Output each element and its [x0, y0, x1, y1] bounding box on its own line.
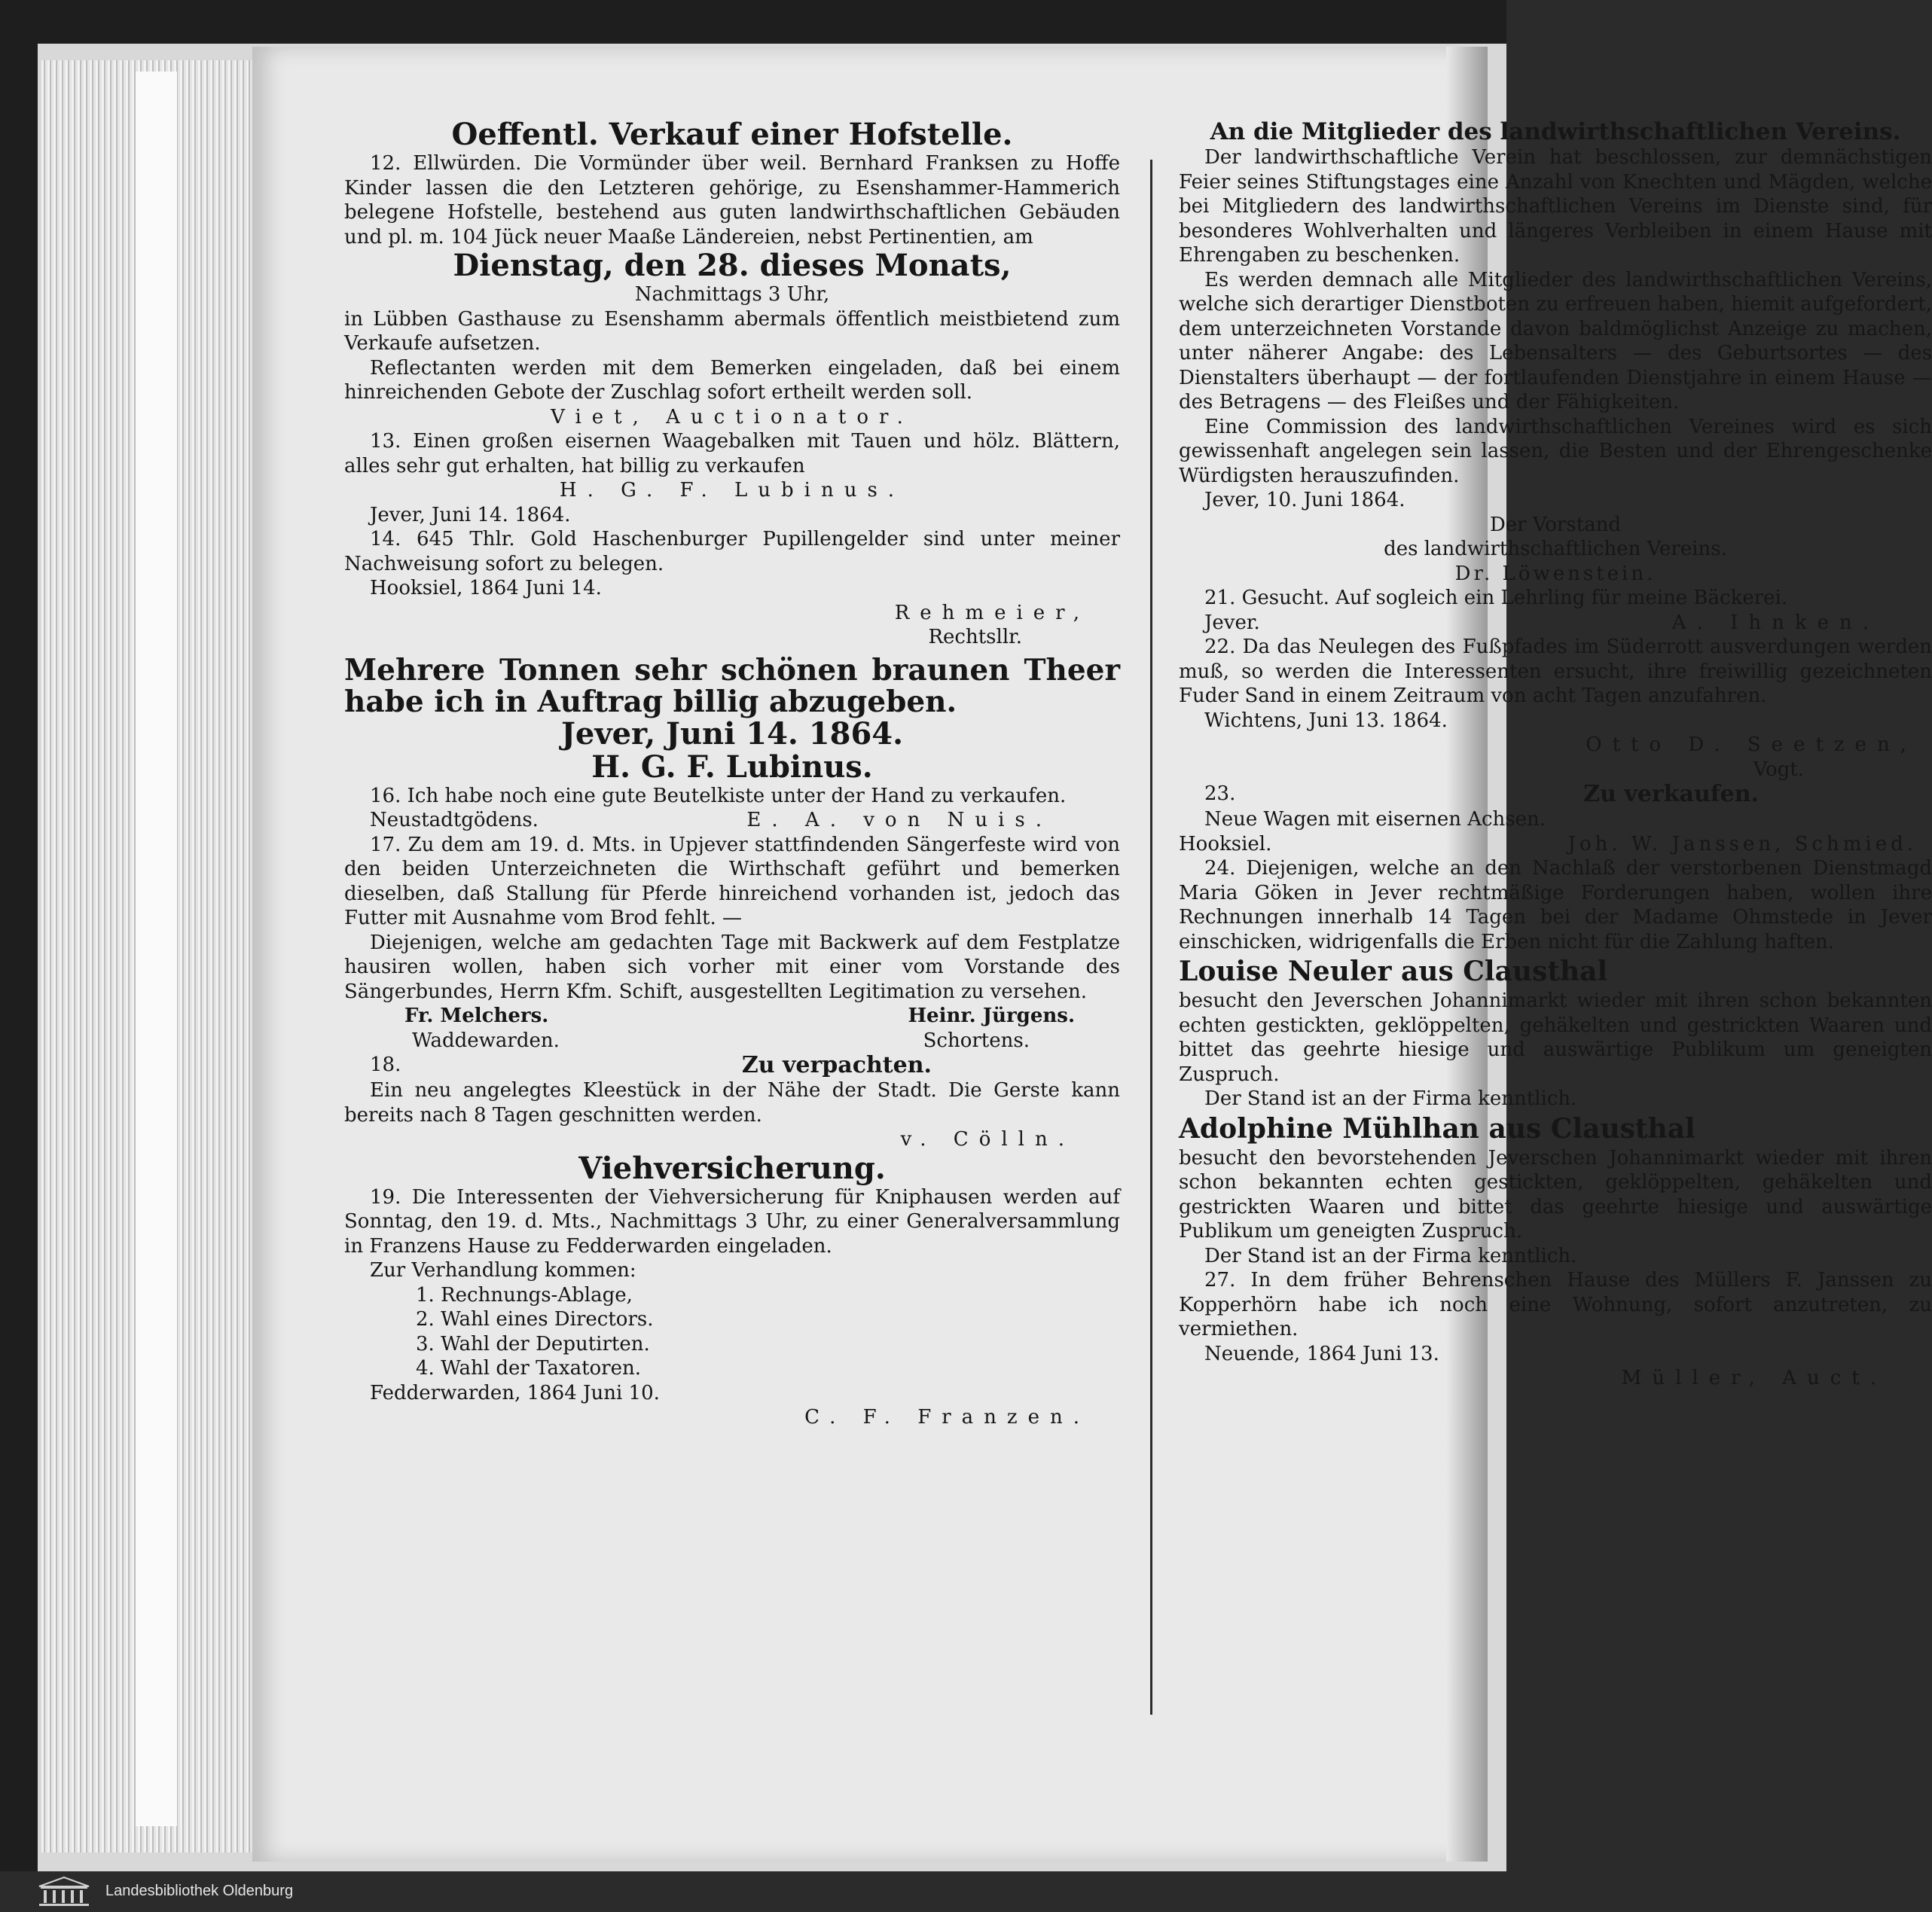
ad20-sign2: des landwirthschaftlichen Vereins.	[1384, 538, 1727, 560]
ad15-big: Mehrere Tonnen sehr schönen braunen Theer habe ich in Auftrag billig abzugeben.	[344, 652, 1120, 719]
ad26-title: Adolphine Mühlhan aus Clausthal	[1179, 1112, 1695, 1145]
ad18-sign: v. Cölln.	[900, 1128, 1075, 1151]
ad27-sign: Müller, Auct.	[1621, 1367, 1887, 1389]
ad23-footer	[1179, 832, 1932, 857]
ad18-heading	[344, 1053, 1120, 1078]
ad18-title: Zu verpachten.	[741, 1052, 932, 1078]
ad14-place: Hooksiel, 1864 Juni 14.	[370, 577, 602, 599]
ad13-date: Jever, Juni 14. 1864.	[370, 503, 571, 526]
ad12-sign: Viet, Auctionator.	[551, 405, 914, 428]
ad17-sign2: Heinr. Jürgens.	[908, 1005, 1075, 1027]
ad23-place: Hooksiel.	[1179, 832, 1272, 855]
ad12-text: 12. Ellwürden. Die Vormünder über weil. Bernhard Franksen zu Hoffe Kinder lassen die den Letzteren gehörige, zu Esenshammer-Hammerich belegene Hofstelle, bestehend aus guten landwirthschaftlichen Gebäuden und pl. m. 104 Jück neuer Maaße Ländereien, nebst Pertinentien, am	[344, 152, 1120, 249]
ad19-list	[344, 1283, 1120, 1381]
library-logo-icon	[36, 1876, 92, 1907]
ad19-text: 19. Die Interessenten der Viehversicherung für Kniphausen werden auf Sonntag, den 19. d. Mts., Nachmittags 3 Uhr, zu einer Generalversammlung in Franzens Hause zu Fedderwarden eingeladen.	[344, 1185, 1120, 1258]
ad23-heading	[1179, 782, 1932, 807]
ad20-date: Jever, 10. Juni 1864.	[1204, 489, 1406, 511]
right-column	[1179, 118, 1932, 1391]
ad19-item: 2. Wahl eines Directors.	[416, 1308, 654, 1331]
ad23-num: 23.	[1204, 782, 1236, 805]
ad19-agenda: Zur Verhandlung kommen:	[370, 1259, 636, 1282]
ad17-place1: Waddewarden.	[412, 1029, 560, 1052]
ad20-text2: Es werden demnach alle Mitglieder des landwirthschaftlichen Vereins, welche sich derartiger Dienstboten zu erfreuen haben, hiemit aufgefordert, dem unterzeichneten Vorstande davon baldmöglichst Anzeige zu machen, unter näherer Angabe: des Lebensalters — des Geburtsortes — des Dienstalters überhaupt — der fortlaufenden Dienstjahre in einem Hause — des Betragens — des Fleißes und der Fähigkeiten.	[1179, 268, 1932, 413]
ad17-places	[344, 1029, 1120, 1054]
ad20-text3: Eine Commission des landwirthschaftlichen Vereines wird es sich gewissenhaft angelegen sein lassen, die Besten und der Ehrengeschenke Würdigsten herauszufinden.	[1179, 415, 1932, 487]
ad16-footer	[344, 808, 1120, 833]
ad27-text: 27. In dem früher Behrenschen Hause des Müllers F. Janssen zu Kopperhörn habe ich noch eine Wohnung, sofort anzutreten, zu vermiethen.	[1179, 1269, 1932, 1340]
ad22-text: 22. Da das Neulegen des Fußpfades im Süderrott ausverdungen werden muß, so werden die Interessenten ersucht, ihre freiwillig gezeichneten Fuder Sand in einem Zeitraum von acht Tagen anzufahren.	[1179, 636, 1932, 707]
ad23-title: Zu verkaufen.	[1583, 781, 1759, 807]
ad25-stand: Der Stand ist an der Firma kenntlich.	[1204, 1087, 1577, 1110]
ad13-text: 13. Einen großen eisernen Waagebalken mit Tauen und hölz. Blättern, alles sehr gut erhalten, hat billig zu verkaufen	[344, 430, 1120, 477]
ad15-sign: H. G. F. Lubinus.	[591, 749, 873, 785]
ad20-sign3: Dr. Löwenstein.	[1454, 562, 1656, 585]
ad19-item: 4. Wahl der Taxatoren.	[416, 1357, 641, 1380]
ad12-text3: Reflectanten werden mit dem Bemerken eingeladen, daß bei einem hinreichenden Gebote der Zuschlag sofort ertheilt werden soll.	[344, 356, 1120, 404]
ad22-date: Wichtens, Juni 13. 1864.	[1204, 709, 1448, 732]
ad15-date: Jever, Juni 14. 1864.	[560, 715, 904, 752]
ad22-sign: Otto D. Seetzen,	[1586, 733, 1917, 756]
ad23-text: Neue Wagen mit eisernen Achsen.	[1204, 808, 1546, 831]
ad16-place: Neustadtgödens.	[370, 809, 539, 831]
ad25-title: Louise Neuler aus Clausthal	[1179, 956, 1608, 987]
ad26-stand: Der Stand ist an der Firma kenntlich.	[1204, 1244, 1577, 1267]
ad24-text: 24. Diejenigen, welche an den Nachlaß der verstorbenen Dienstmagd Maria Göken in Jever rechtmäßige Forderungen haben, wollen ihre Rechnungen innerhalb 14 Tagen bei der Madame Ohmstede in Jever einschicken, widrigenfalls die Erben nicht für die Zahlung haften.	[1179, 857, 1932, 953]
ad12-time: Nachmittags 3 Uhr,	[634, 283, 830, 306]
ad17-text2: Diejenigen, welche am gedachten Tage mit Backwerk auf dem Festplatze hausiren wollen, haben sich vorher mit einer vom Vorstande des Sängerbundes, Herrn Kfm. Schift, ausgestellten Legitimation zu versehen.	[344, 931, 1120, 1003]
ad14-text: 14. 645 Thlr. Gold Haschenburger Pupillengelder sind unter meiner Nachweisung sofort zu belegen.	[344, 528, 1120, 575]
ad13-sign: H. G. F. Lubinus.	[559, 479, 905, 502]
library-name: Landesbibliothek Oldenburg	[105, 1883, 294, 1899]
ad12-date: Dienstag, den 28. dieses Monats,	[453, 248, 1012, 283]
ad14-role: Rechtsllr.	[928, 626, 1022, 648]
ad19-item: 1. Rechnungs-Ablage,	[416, 1283, 633, 1307]
ad17-sign1: Fr. Melchers.	[404, 1005, 549, 1027]
ad17-signatures	[344, 1004, 1120, 1029]
page-edge-highlight	[136, 72, 177, 1826]
ad21-place: Jever.	[1204, 611, 1260, 634]
ad20-text: Der landwirthschaftliche Verein hat beschlossen, zur demnächstigen Feier seines Stiftungstages eine Anzahl von Knechten und Mägden, welche bei Mitgliedern des landwirthschaftlichen Vereins im Dienste sind, für besonderes Wohlverhalten und längeres Verbleiben in einem Hause mit Ehrengaben zu beschenken.	[1179, 146, 1932, 267]
newspaper-page	[252, 47, 1932, 1862]
ad19-title: Viehversicherung.	[578, 1150, 886, 1186]
ad16-sign: E. A. von Nuis.	[746, 809, 1052, 831]
ad25-text: besucht den Jeverschen Johannimarkt wieder mit ihren schon bekannten echten gestickten, geklöppelten, gehäkelten und gestrickten Waaren und bittet das geehrte hiesige und auswärtige Publikum um geneigten Zuspruch.	[1179, 990, 1932, 1086]
ad17-place2: Schortens.	[923, 1029, 1030, 1052]
left-column	[344, 118, 1120, 1430]
ad21-footer	[1179, 611, 1932, 636]
ad19-item: 3. Wahl der Deputirten.	[416, 1332, 650, 1355]
ad23-sign: Joh. W. Janssen, Schmied.	[1567, 832, 1917, 855]
ad21-sign: A. Ihnken.	[1671, 611, 1879, 634]
ad18-num: 18.	[370, 1054, 401, 1076]
ad17-text: 17. Zu dem am 19. d. Mts. in Upjever stattfindenden Sängerfeste wird von den beiden Unterzeichneten die Wirthschaft geführt und bemerken dieselben, daß Stallung für Pferde hinreichend vorhanden ist, jedoch das Futter mit Ausnahme vom Brod fehlt. —	[344, 833, 1120, 929]
ad16-text: 16. Ich habe noch eine gute Beutelkiste unter der Hand zu verkaufen.	[370, 784, 1067, 807]
ad12-title: Oeffentl. Verkauf einer Hofstelle.	[451, 117, 1013, 152]
ad19-sign: C. F. Franzen.	[804, 1406, 1090, 1429]
ad22-role: Vogt.	[1753, 758, 1804, 781]
ad26-text: besucht den bevorstehenden Jeverschen Johannimarkt wieder mit ihren schon bekannten echten gestickten, geklöppelten, gehäkelten und gestrickten Waaren und bittet das geehrte hiesige und auswärtige Publikum um geneigten Zuspruch.	[1179, 1146, 1932, 1243]
column-rule	[1150, 160, 1152, 1715]
ad12-text2: in Lübben Gasthause zu Esenshamm abermals öffentlich meistbietend zum Verkaufe aufsetzen.	[344, 307, 1120, 355]
ad14-sign: Rehmeier,	[894, 601, 1090, 624]
ad27-date: Neuende, 1864 Juni 13.	[1204, 1342, 1439, 1365]
ad19-place: Fedderwarden, 1864 Juni 10.	[370, 1381, 660, 1404]
ad18-text: Ein neu angelegtes Kleestück in der Nähe der Stadt. Die Gerste kann bereits nach 8 Tagen geschnitten werden.	[344, 1079, 1120, 1127]
ad20-title: An die Mitglieder des landwirthschaftlichen Vereins.	[1210, 118, 1901, 145]
ad21-text: 21. Gesucht. Auf sogleich ein Lehrling für meine Bäckerei.	[1204, 587, 1788, 609]
ad20-sign1: Der Vorstand	[1489, 513, 1622, 536]
